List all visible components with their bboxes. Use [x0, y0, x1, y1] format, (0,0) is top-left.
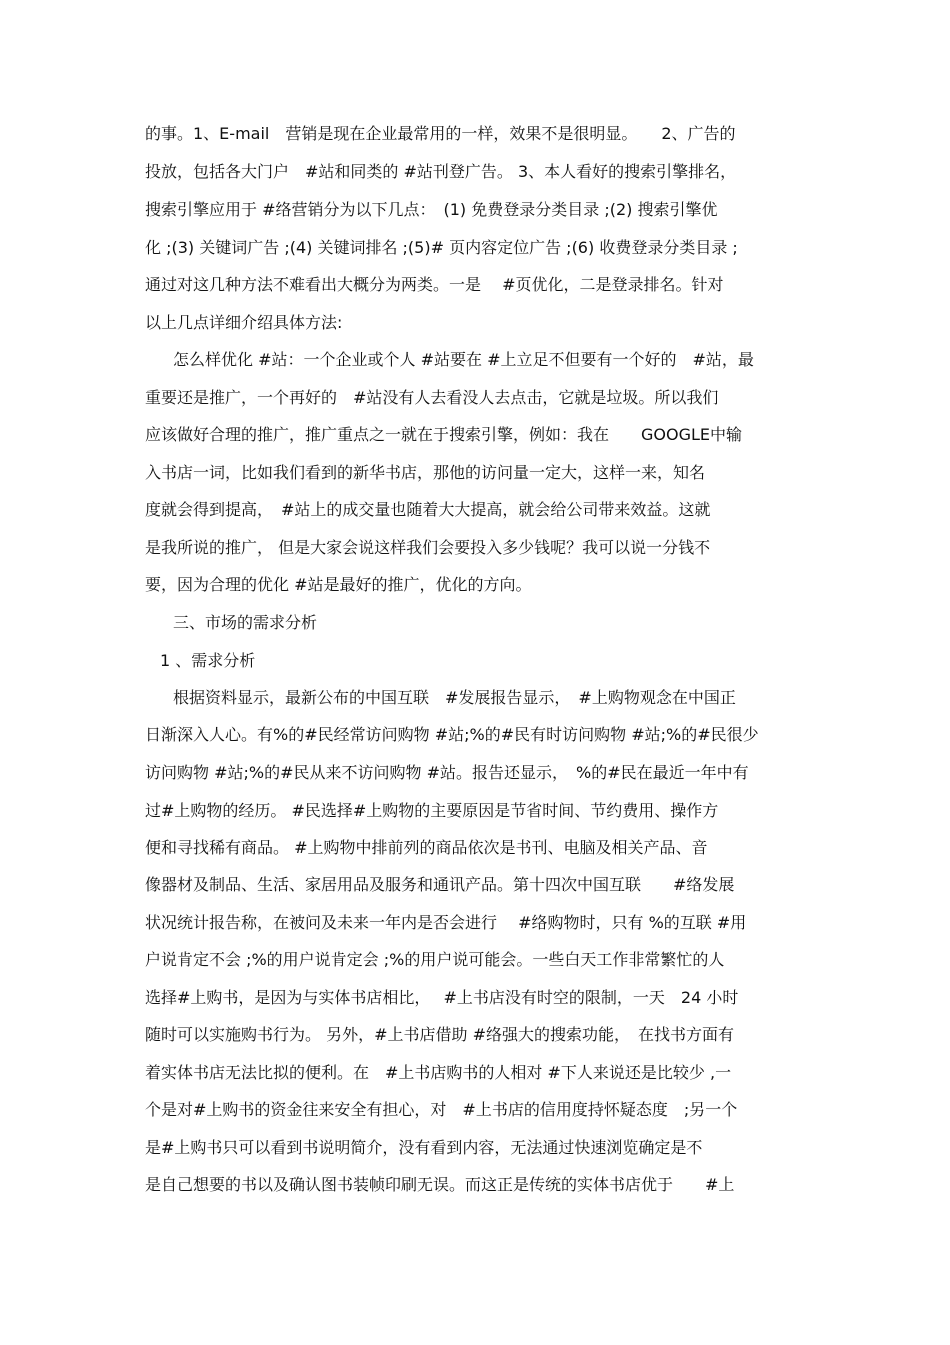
text-line: 日渐深入人心。有%的#民经常访问购物 #站;%的#民有时访问购物 #站;%的#民很少	[145, 725, 759, 744]
text-line: 随时可以实施购书行为。 另外，#上书店借助 #络强大的搜索功能， 在找书方面有	[145, 1025, 734, 1044]
subsection-heading: 1 、需求分析	[160, 651, 256, 670]
text-line: 通过对这几种方法不难看出大概分为两类。一是 #页优化，二是登录排名。针对	[145, 275, 724, 294]
paragraph-start-line: 根据资料显示，最新公布的中国互联 #发展报告显示， #上购物观念在中国正	[173, 688, 736, 707]
text-line: 着实体书店无法比拟的便利。在 #上书店购书的人相对 #下人来说还是比较少 ,一	[145, 1063, 732, 1082]
text-line: 便和寻找稀有商品。 #上购物中排前列的商品依次是书刊、电脑及相关产品、音	[145, 838, 708, 857]
text-line: 是自己想要的书以及确认图书装帧印刷无误。而这正是传统的实体书店优于 #上	[145, 1175, 735, 1194]
text-line: 度就会得到提高， #站上的成交量也随着大大提高，就会给公司带来效益。这就	[145, 500, 711, 519]
section-heading: 三、市场的需求分析	[173, 613, 318, 632]
text-line: 是#上购书只可以看到书说明简介，没有看到内容，无法通过快速浏览确定是不	[145, 1138, 703, 1157]
text-line: 过#上购物的经历。 #民选择#上购物的主要原因是节省时间、节约费用、操作方	[145, 801, 719, 820]
text-line: 要，因为合理的优化 #站是最好的推广，优化的方向。	[145, 575, 532, 594]
paragraph-start-line: 怎么样优化 #站：一个企业或个人 #站要在 #上立足不但要有一个好的 #站，最	[173, 350, 754, 369]
text-line: 是我所说的推广， 但是大家会说这样我们会要投入多少钱呢？我可以说一分钱不	[145, 538, 711, 557]
text-line: 的事。1、E-mail 营销是现在企业最常用的一样，效果不是很明显。 2、广告的	[145, 124, 736, 143]
text-line: 状况统计报告称，在被问及未来一年内是否会进行 #络购物时，只有 %的互联 #用	[145, 913, 747, 932]
text-line: 入书店一词，比如我们看到的新华书店，那他的访问量一定大，这样一来，知名	[145, 463, 706, 482]
text-line: 访问购物 #站;%的#民从来不访问购物 #站。报告还显示， %的#民在最近一年中有	[145, 763, 749, 782]
text-line: 重要还是推广，一个再好的 #站没有人去看没人去点击，它就是垃圾。所以我们	[145, 388, 719, 407]
text-line: 投放，包括各大门户 #站和同类的 #站刊登广告。 3、本人看好的搜索引擎排名，	[145, 162, 737, 181]
text-line: 户说肯定不会 ;%的用户说肯定会 ;%的用户说可能会。一些白天工作非常繁忙的人	[145, 950, 725, 969]
text-line: 以上几点详细介绍具体方法:	[145, 313, 343, 332]
text-line: 选择#上购书，是因为与实体书店相比， #上书店没有时空的限制，一天 24 小时	[145, 988, 739, 1007]
text-line: 个是对#上购书的资金往来安全有担心，对 #上书店的信用度持怀疑态度 ;另一个	[145, 1100, 738, 1119]
text-line: 搜索引擎应用于 #络营销分为以下几点： (1) 免费登录分类目录 ;(2) 搜索引擎优	[145, 200, 718, 219]
text-line: 应该做好合理的推广，推广重点之一就在于搜索引擎，例如：我在 GOOGLE中输	[145, 425, 743, 444]
text-line: 像器材及制品、生活、家居用品及服务和通讯产品。第十四次中国互联 #络发展	[145, 875, 735, 894]
text-line: 化 ;(3) 关键词广告 ;(4) 关键词排名 ;(5)# 页内容定位广告 ;(6) 收费登录分类目录 ;	[145, 238, 738, 257]
